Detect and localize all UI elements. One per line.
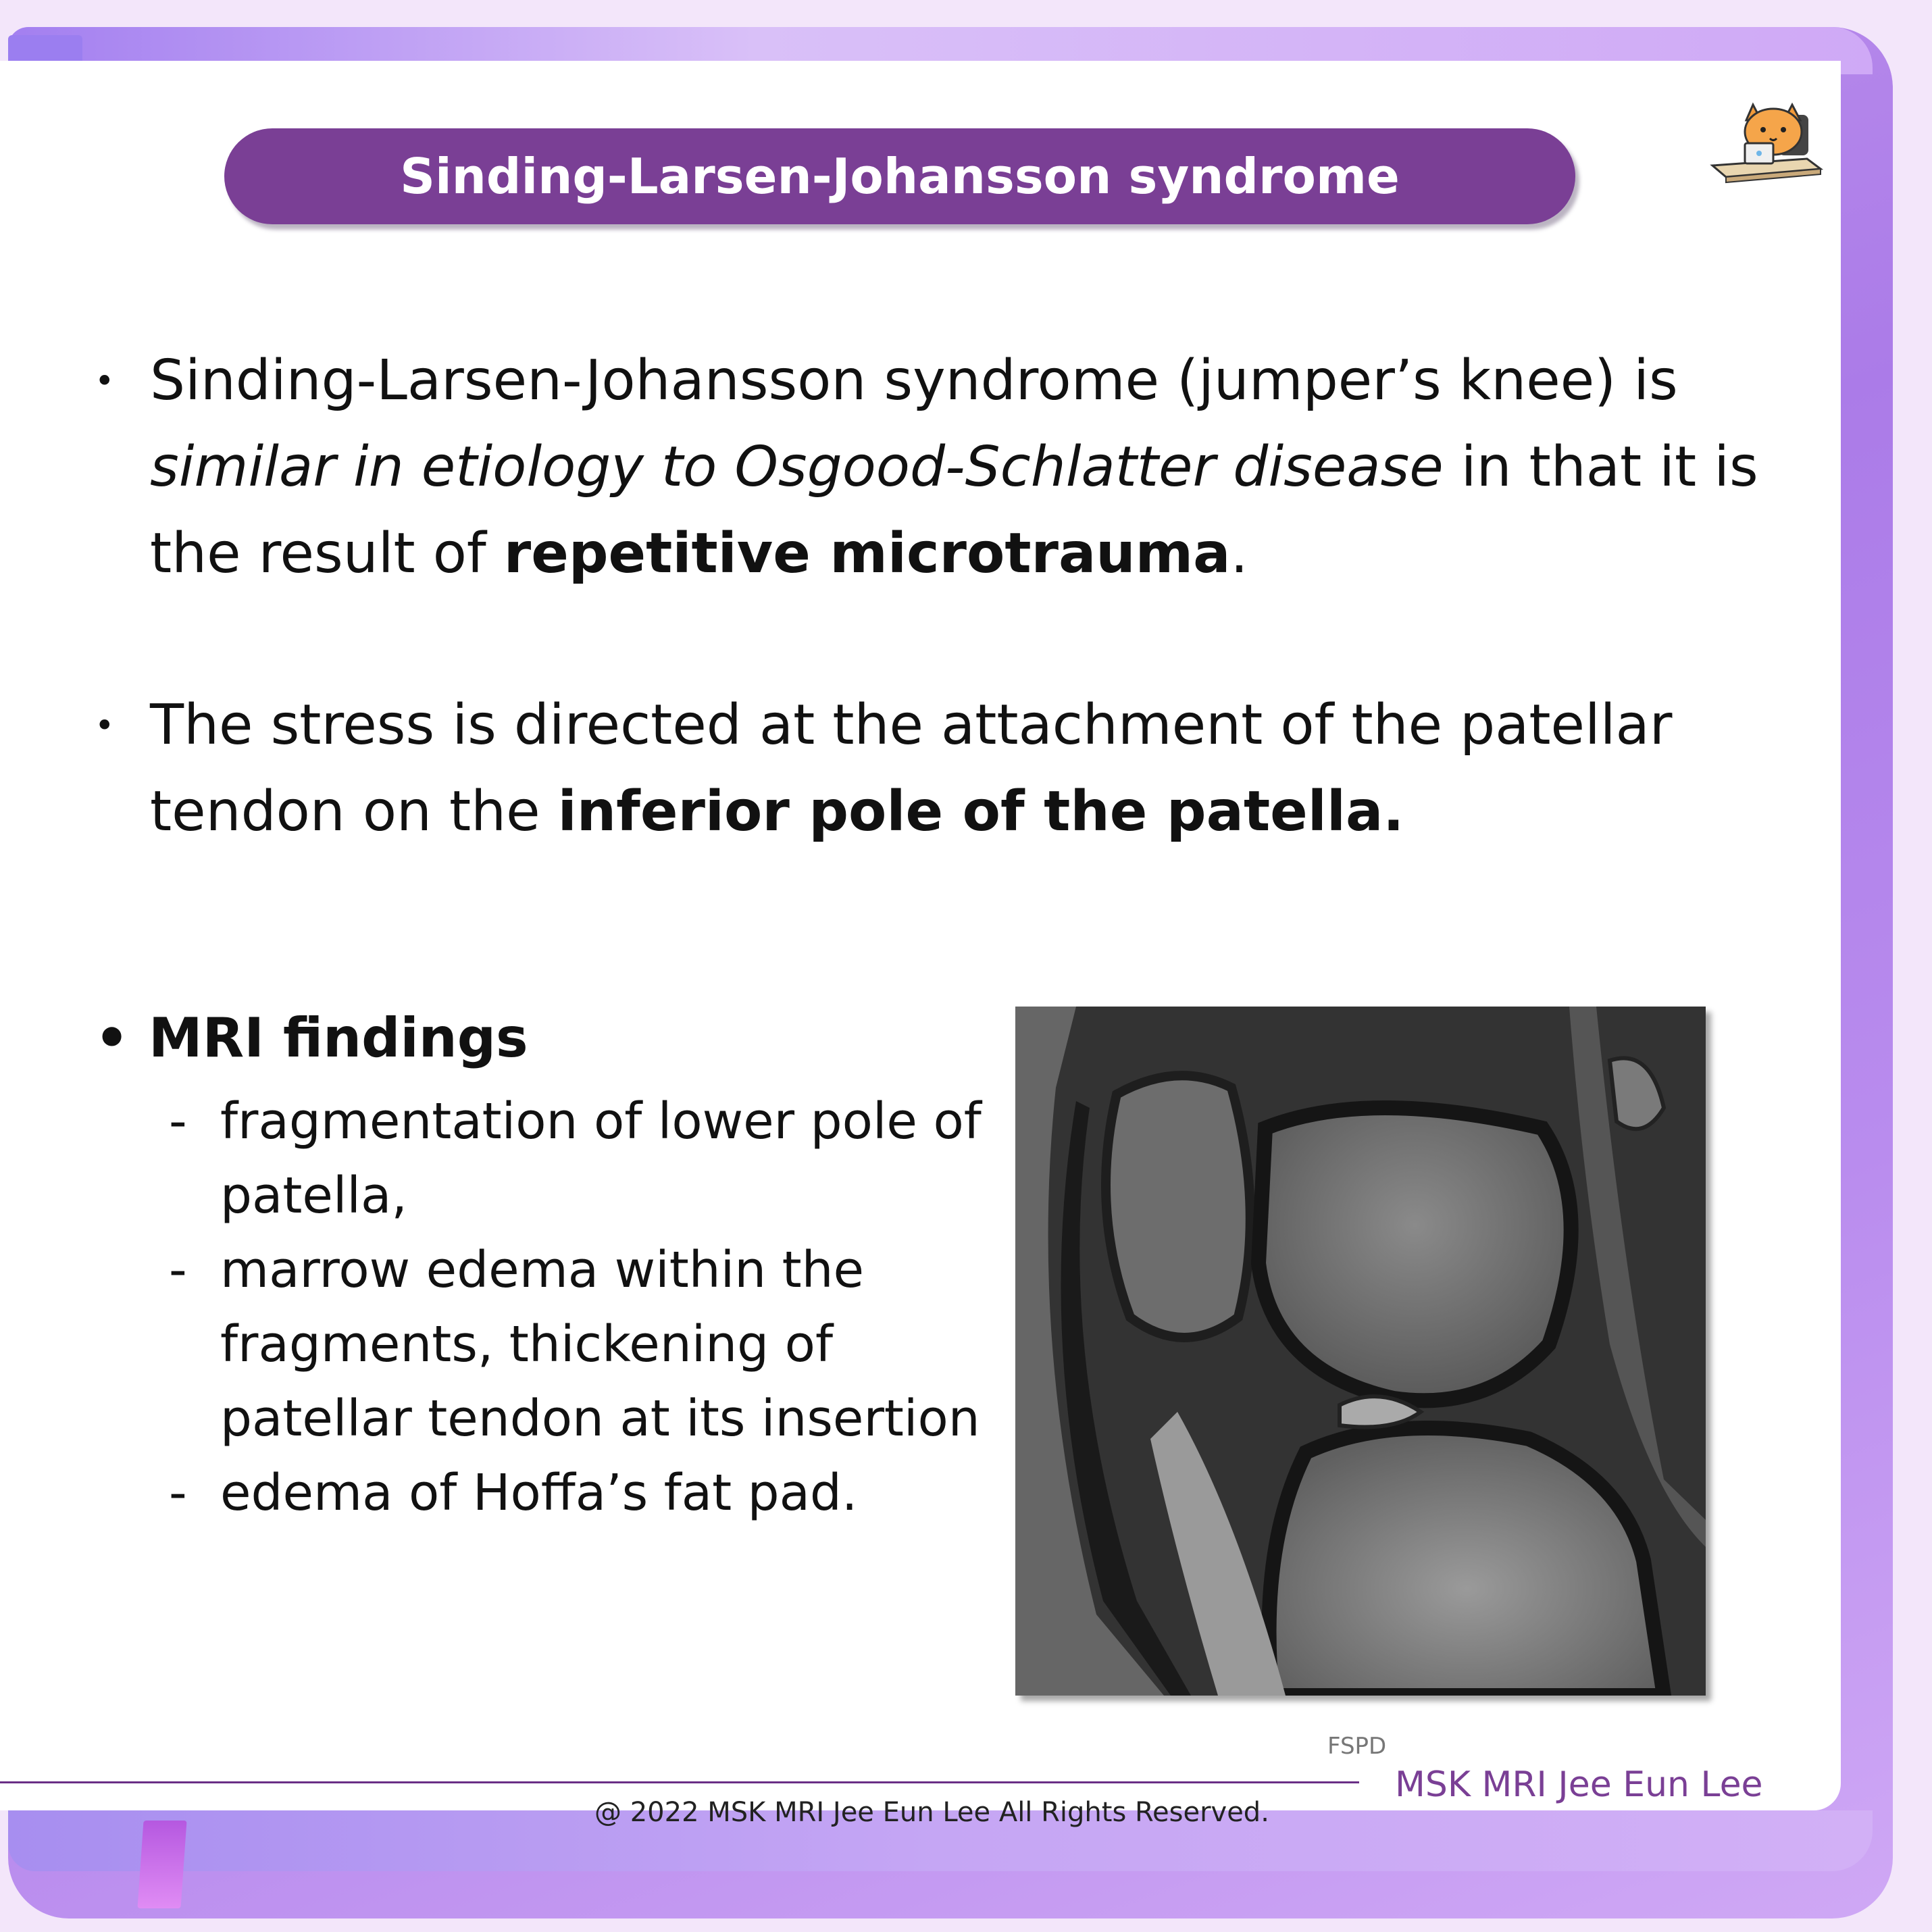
title-banner: [224, 128, 1575, 224]
bullet1-italic: similar in etiology to Osgood-Schlatter disease: [150, 435, 1444, 499]
finding-text: marrow edema within the fragments, thickening of patellar tendon at its insertion: [220, 1241, 980, 1448]
bullet1-part1: Sinding-Larsen-Johansson syndrome (jumper’s knee) is: [150, 349, 1678, 413]
bullet2-part1: The stress is directed at the attachment of the patellar tendon on the: [150, 693, 1673, 844]
bullet1-text: [150, 349, 1758, 586]
bullet2-text: [150, 693, 1673, 844]
bullet-etiology: [95, 338, 1770, 597]
brand-text: MSK MRI Jee Eun Lee: [1395, 1764, 1763, 1805]
bullet-dot-icon: •: [95, 1007, 130, 1069]
bullet1-part2: in that it is the result of: [150, 435, 1758, 586]
bullet1-bold: repetitive microtrauma: [503, 522, 1231, 586]
dash-icon: -: [169, 1241, 187, 1299]
copyright-text: @ 2022 MSK MRI Jee Eun Lee All Rights Reserved.: [594, 1797, 1269, 1828]
list-item: [169, 1456, 1013, 1530]
list-item: [169, 1233, 1013, 1456]
list-item: [169, 1084, 1013, 1233]
mri-findings-list: [169, 1084, 1013, 1530]
cat-at-laptop-icon: [1706, 101, 1827, 189]
bullet-dot-icon: •: [95, 706, 115, 745]
finding-text: edema of Hoffa’s fat pad.: [220, 1464, 858, 1522]
footer-divider: [0, 1781, 1359, 1783]
page-title: Sinding-Larsen-Johansson syndrome: [400, 148, 1400, 205]
finding-text: fragmentation of lower pole of patella,: [220, 1092, 982, 1225]
bullet2-bold: inferior pole of the patella.: [557, 780, 1404, 844]
mri-findings-label: MRI findings: [149, 1007, 528, 1069]
bullet-stress: [95, 682, 1770, 855]
bookmark-ribbon: [137, 1821, 186, 1908]
dash-icon: -: [169, 1464, 187, 1522]
knee-mri-image: [1015, 1007, 1706, 1696]
bullet1-part3: .: [1230, 522, 1248, 586]
bullet-dot-icon: •: [95, 361, 115, 401]
dash-icon: -: [169, 1092, 187, 1150]
image-caption: FSPD: [1327, 1733, 1387, 1760]
